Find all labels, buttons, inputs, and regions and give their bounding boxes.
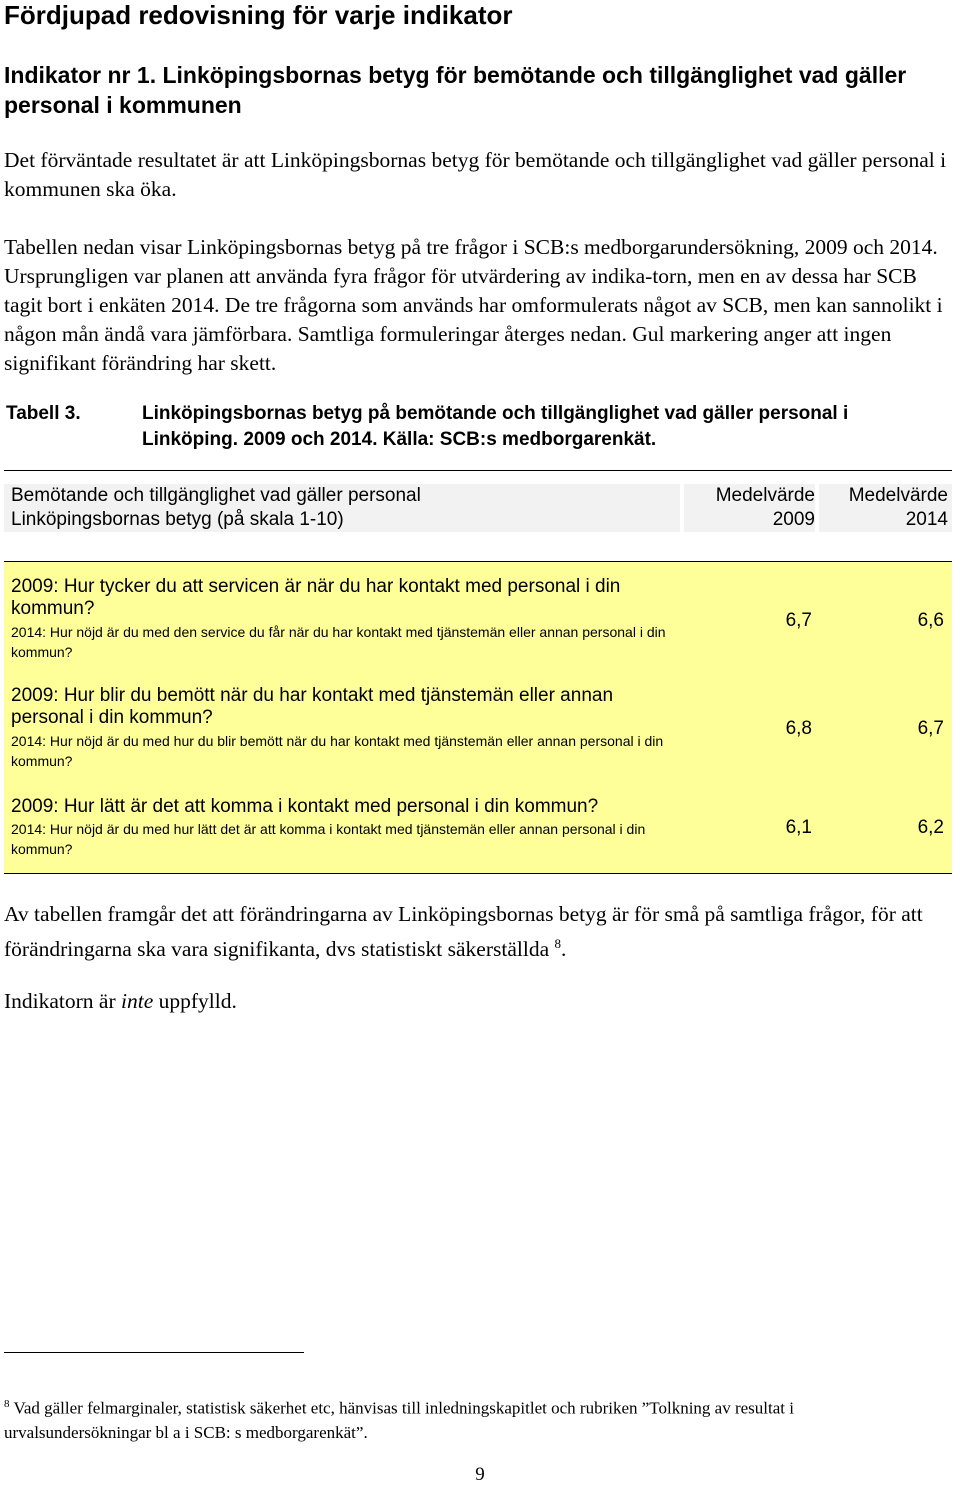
question-2014: 2014: Hur nöjd är du med den service du får när du har kontakt med tjänstemän eller annan personal i din kommun?	[11, 624, 666, 660]
verdict-emphasis: inte	[121, 989, 154, 1013]
question-2014: 2014: Hur nöjd är du med hur du blir bemött när du har kontakt med tjänstemän eller annan personal i din kommun?	[11, 733, 664, 769]
verdict-before: Indikatorn är	[4, 989, 122, 1013]
header-2009-year: 2009	[772, 509, 815, 530]
value-2009: 6,1	[785, 817, 812, 838]
indicator-title: Indikator nr 1. Linköpingsbornas betyg för bemötande och tillgänglighet vad gäller personal i kommunen	[4, 62, 907, 118]
value-2009: 6,8	[785, 718, 812, 739]
page-heading: Fördjupad redovisning för varje indikator	[4, 0, 513, 30]
verdict-paragraph	[4, 987, 237, 1016]
footnote-reference[interactable]: 8	[554, 936, 561, 951]
value-2014: 6,7	[917, 718, 944, 739]
table-top-rule	[4, 470, 952, 471]
header-2009-label: Medelvärde	[715, 485, 815, 506]
question-2009: 2009: Hur blir du bemött när du har kontakt med tjänstemän eller annan personal i din kommun?	[11, 685, 614, 728]
header-2014-year: 2014	[905, 509, 948, 530]
header-subtitle: Linköpingsbornas betyg (på skala 1-10)	[11, 509, 344, 530]
value-2014: 6,6	[917, 610, 944, 631]
header-title: Bemötande och tillgänglighet vad gäller personal	[11, 485, 421, 506]
value-2009: 6,7	[785, 610, 812, 631]
header-cell-question	[4, 484, 680, 532]
expected-result-paragraph: Det förväntade resultatet är att Linköpingsbornas betyg för bemötande och tillgänglighet vad gäller personal i kommunen ska öka.	[4, 148, 947, 201]
header-cell-2009	[684, 484, 815, 532]
footnote-text: Vad gäller felmarginaler, statistisk säkerhet etc, hänvisas till inledningskapitlet och rubriken ”Tolkning av resultat i urvalsundersökningar bl a i SCB: s medborgarenkät”.	[4, 1398, 794, 1442]
verdict-after: uppfylld.	[153, 989, 237, 1013]
ratings-table	[4, 470, 952, 874]
header-cell-2014	[819, 484, 952, 532]
value-2014: 6,2	[917, 817, 944, 838]
conclusion-text: Av tabellen framgår det att förändringarna av Linköpingsbornas betyg är för små på samtliga frågor, för att förändringarna ska vara signifikanta, dvs statistiskt säkerställda	[4, 902, 923, 962]
conclusion-paragraph	[4, 900, 954, 964]
header-2014-label: Medelvärde	[848, 485, 948, 506]
page-number: 9	[475, 1464, 485, 1485]
footnote	[4, 1392, 944, 1445]
footnote-number: 8	[4, 1398, 10, 1410]
table-intro-paragraph: Tabellen nedan visar Linköpingsbornas betyg på tre frågor i SCB:s medborgarundersökning, 2009 och 2014. Ursprungligen var planen att använda fyra frågor för utvärdering av indika-torn, men en av dessa har SCB tagit bort i enkäten 2014. De tre frågorna som används har omformulerats något av SCB, men kan sannolikt i någon mån ändå vara jämförbara. Samtliga formuleringar återges nedan. Gul markering anger att ingen signifikant förändring har skett.	[4, 235, 943, 375]
question-2009: 2009: Hur lätt är det att komma i kontakt med personal i din kommun?	[11, 796, 599, 817]
table-caption-label: Tabell 3.	[6, 403, 81, 424]
footnote-separator	[4, 1352, 304, 1353]
conclusion-end: .	[561, 937, 567, 962]
table-bottom-rule	[4, 873, 952, 874]
question-2014: 2014: Hur nöjd är du med hur lätt det är att komma i kontakt med tjänstemän eller annan personal i din kommun?	[11, 821, 646, 857]
table-caption-text: Linköpingsbornas betyg på bemötande och tillgänglighet vad gäller personal i Linköping. 2009 och 2014. Källa: SCB:s medborgarenkät.	[142, 403, 849, 450]
question-2009: 2009: Hur tycker du att servicen är när du har kontakt med personal i din kommun?	[11, 576, 621, 619]
